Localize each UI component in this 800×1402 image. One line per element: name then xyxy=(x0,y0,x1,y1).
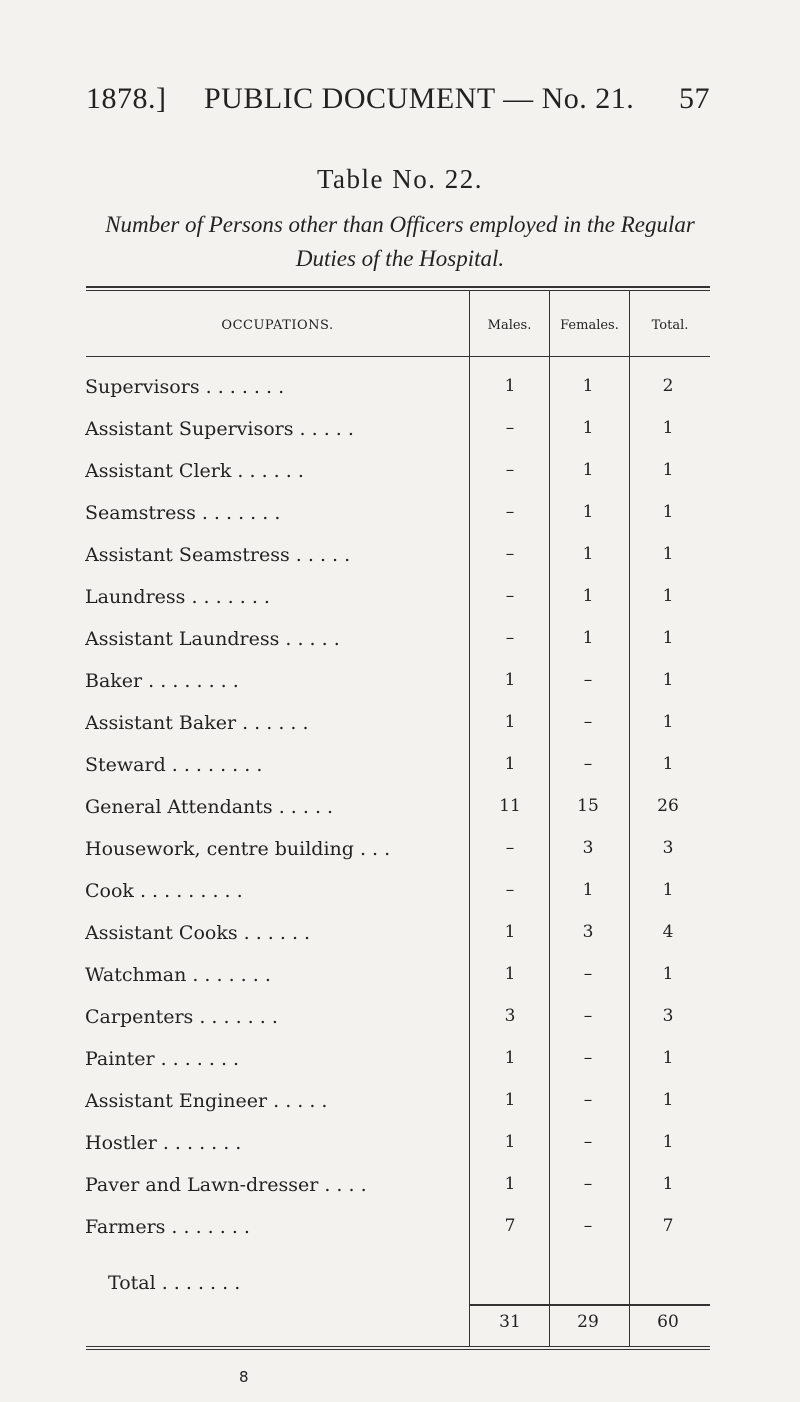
total-cell: 3 xyxy=(662,1006,674,1026)
column-header-total: Total. xyxy=(651,318,689,333)
total-cell: 1 xyxy=(662,1090,674,1110)
signature-mark: 8 xyxy=(239,1368,249,1386)
header-year: 1878.] xyxy=(86,82,167,115)
table-row xyxy=(0,1174,800,1216)
table-row xyxy=(0,586,800,628)
occupation-cell: Supervisors . . . . . . . xyxy=(85,376,285,398)
total-cell: 1 xyxy=(662,502,674,522)
column-header-males: Males. xyxy=(487,318,532,333)
table-row xyxy=(0,1090,800,1132)
total-cell: 1 xyxy=(662,586,674,606)
total-cell: 1 xyxy=(662,754,674,774)
females-cell: – xyxy=(583,1090,593,1110)
females-cell: – xyxy=(583,1174,593,1194)
table-row xyxy=(0,712,800,754)
females-cell: 1 xyxy=(582,880,594,900)
occupation-cell: Farmers . . . . . . . xyxy=(85,1216,250,1238)
total-cell: 1 xyxy=(662,628,674,648)
table-row xyxy=(0,964,800,1006)
females-cell: 1 xyxy=(582,628,594,648)
table-title: Table No. 22. xyxy=(316,164,484,194)
total-cell: 7 xyxy=(662,1216,674,1236)
total-cell: 1 xyxy=(662,418,674,438)
table-row xyxy=(0,1132,800,1174)
total-values-row xyxy=(0,1312,800,1354)
occupation-cell: Painter . . . . . . . xyxy=(85,1048,240,1070)
total-cell: 2 xyxy=(662,376,674,396)
occupation-cell: Housework, centre building . . . xyxy=(85,838,391,860)
males-cell: 1 xyxy=(504,670,516,690)
females-cell: – xyxy=(583,1132,593,1152)
table-top-rule xyxy=(86,286,710,288)
header-document-title: PUBLIC DOCUMENT — No. 21. xyxy=(204,82,635,115)
table-top-rule-inner xyxy=(86,290,710,291)
females-cell: 1 xyxy=(582,460,594,480)
females-cell: 1 xyxy=(582,418,594,438)
females-cell: – xyxy=(583,1048,593,1068)
males-cell: 3 xyxy=(504,1006,516,1026)
females-cell: 1 xyxy=(582,544,594,564)
table-row xyxy=(0,418,800,460)
table-row xyxy=(0,838,800,880)
column-header-females: Females. xyxy=(560,318,619,333)
occupation-cell: Watchman . . . . . . . xyxy=(85,964,271,986)
males-cell: 1 xyxy=(504,1048,516,1068)
total-cell: 1 xyxy=(662,964,674,984)
table-row xyxy=(0,1216,800,1258)
total-cell: 26 xyxy=(657,796,679,816)
total-cell: 1 xyxy=(662,460,674,480)
occupation-cell: Assistant Cooks . . . . . . xyxy=(85,922,311,944)
table-row xyxy=(0,922,800,964)
males-total-cell: 31 xyxy=(499,1312,521,1332)
males-cell: – xyxy=(505,838,515,858)
total-label: Total . . . . . . . xyxy=(108,1272,241,1294)
total-cell: 1 xyxy=(662,1132,674,1152)
occupation-cell: Assistant Clerk . . . . . . xyxy=(85,460,304,482)
table-row xyxy=(0,502,800,544)
males-cell: 11 xyxy=(499,796,521,816)
total-cell: 1 xyxy=(662,1174,674,1194)
header-page-number: 57 xyxy=(679,82,710,115)
column-header-occupations: OCCUPATIONS. xyxy=(221,318,334,333)
total-cell: 1 xyxy=(662,1048,674,1068)
total-cell: 1 xyxy=(662,670,674,690)
males-cell: – xyxy=(505,544,515,564)
males-cell: 1 xyxy=(504,712,516,732)
occupation-cell: Cook . . . . . . . . . xyxy=(85,880,243,902)
total-cell: 4 xyxy=(662,922,674,942)
occupation-cell: Hostler . . . . . . . xyxy=(85,1132,242,1154)
males-cell: 1 xyxy=(504,754,516,774)
males-cell: 1 xyxy=(504,922,516,942)
table-row xyxy=(0,796,800,838)
table-row xyxy=(0,880,800,922)
males-cell: – xyxy=(505,586,515,606)
total-cell: 1 xyxy=(662,712,674,732)
total-cell: 1 xyxy=(662,544,674,564)
occupation-cell: Assistant Engineer . . . . . xyxy=(85,1090,328,1112)
females-cell: – xyxy=(583,712,593,732)
females-cell: – xyxy=(583,670,593,690)
females-total-cell: 29 xyxy=(577,1312,599,1332)
header-bottom-rule xyxy=(86,356,710,357)
table-row xyxy=(0,460,800,502)
males-cell: – xyxy=(505,460,515,480)
males-cell: 1 xyxy=(504,1090,516,1110)
occupation-cell: Laundress . . . . . . . xyxy=(85,586,270,608)
occupation-cell: Baker . . . . . . . . xyxy=(85,670,239,692)
occupation-cell: General Attendants . . . . . xyxy=(85,796,334,818)
males-cell: – xyxy=(505,418,515,438)
total-cell: 1 xyxy=(662,880,674,900)
table-row xyxy=(0,544,800,586)
table-subtitle xyxy=(0,208,800,276)
males-cell: – xyxy=(505,628,515,648)
page-header xyxy=(86,82,710,122)
occupation-cell: Assistant Baker . . . . . . xyxy=(85,712,309,734)
males-cell: 7 xyxy=(504,1216,516,1236)
females-cell: 1 xyxy=(582,376,594,396)
females-cell: 1 xyxy=(582,502,594,522)
total-row xyxy=(0,1272,800,1314)
occupation-cell: Seamstress . . . . . . . xyxy=(85,502,281,524)
females-cell: – xyxy=(583,754,593,774)
occupation-cell: Assistant Laundress . . . . . xyxy=(85,628,340,650)
females-cell: 1 xyxy=(582,586,594,606)
females-cell: – xyxy=(583,964,593,984)
subtitle-line-2: Duties of the Hospital. xyxy=(295,246,505,271)
table-row xyxy=(0,1048,800,1090)
table-row xyxy=(0,376,800,418)
occupation-cell: Assistant Seamstress . . . . . xyxy=(85,544,351,566)
subtitle-line-1: Number of Persons other than Officers employed in the Regular xyxy=(105,212,695,237)
occupation-cell: Paver and Lawn-dresser . . . . xyxy=(85,1174,367,1196)
occupation-cell: Carpenters . . . . . . . xyxy=(85,1006,278,1028)
males-cell: 1 xyxy=(504,1132,516,1152)
females-cell: 3 xyxy=(582,922,594,942)
table-row xyxy=(0,754,800,796)
males-cell: 1 xyxy=(504,376,516,396)
total-cell: 3 xyxy=(662,838,674,858)
grand-total-cell: 60 xyxy=(657,1312,679,1332)
males-cell: 1 xyxy=(504,964,516,984)
occupation-cell: Steward . . . . . . . . xyxy=(85,754,263,776)
females-cell: 15 xyxy=(577,796,599,816)
table-row xyxy=(0,670,800,712)
males-cell: 1 xyxy=(504,1174,516,1194)
females-cell: – xyxy=(583,1216,593,1236)
females-cell: 3 xyxy=(582,838,594,858)
table-row xyxy=(0,1006,800,1048)
males-cell: – xyxy=(505,502,515,522)
table-row xyxy=(0,628,800,670)
males-cell: – xyxy=(505,880,515,900)
females-cell: – xyxy=(583,1006,593,1026)
occupation-cell: Assistant Supervisors . . . . . xyxy=(85,418,354,440)
